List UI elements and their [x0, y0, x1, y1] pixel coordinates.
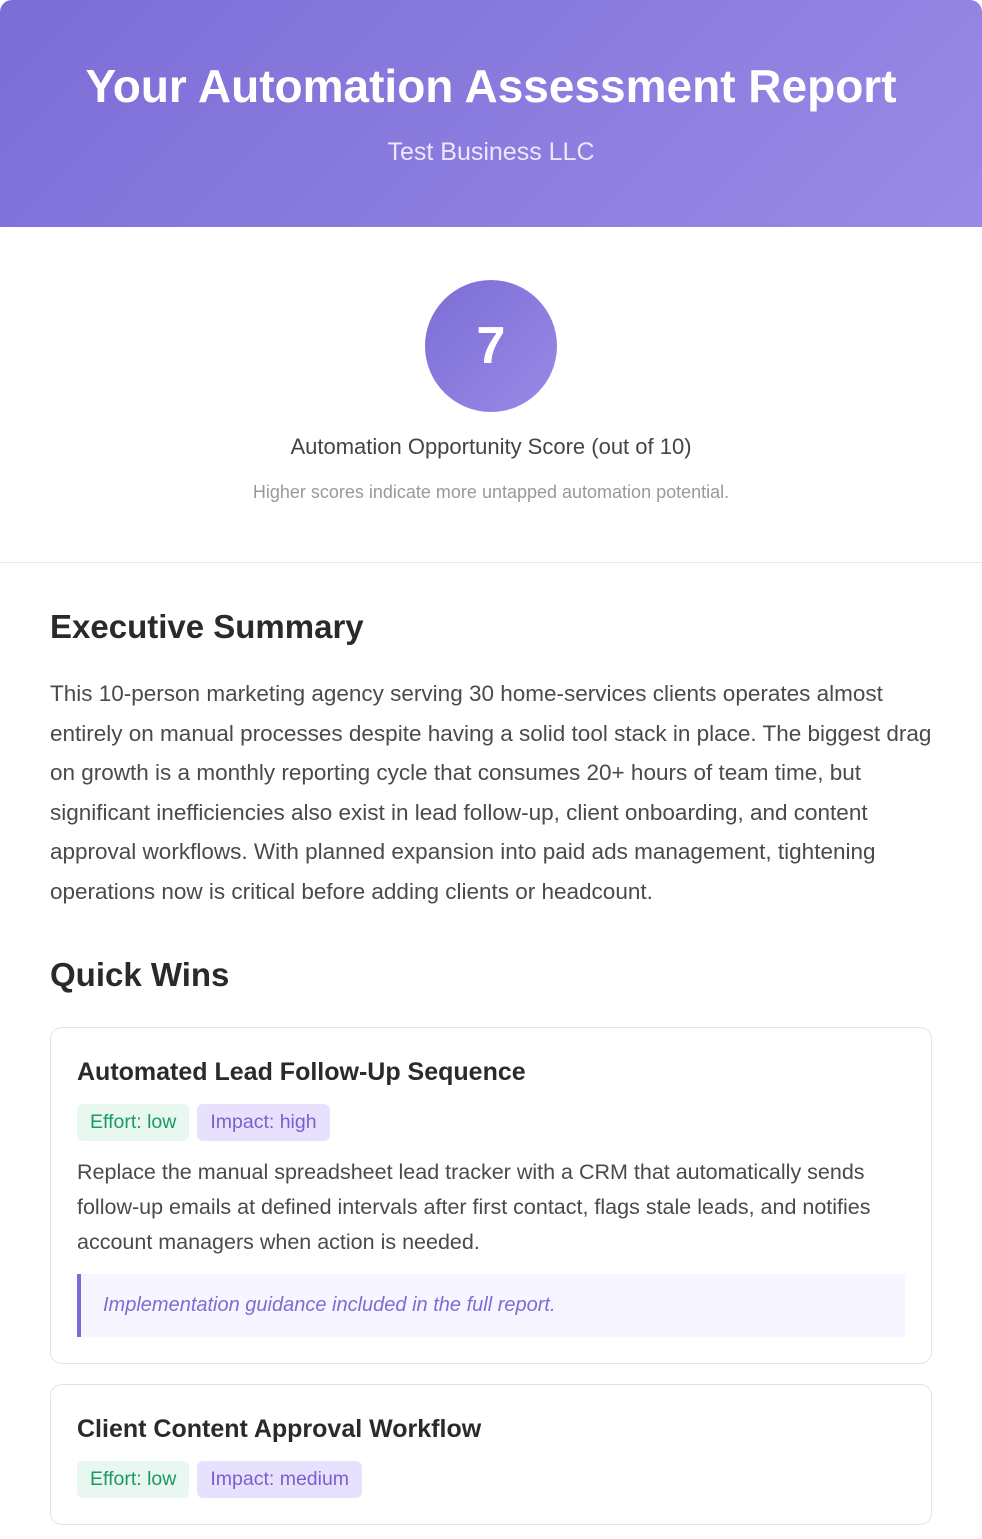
- impact-badge: Impact: medium: [197, 1461, 362, 1498]
- page-title: Your Automation Assessment Report: [85, 60, 897, 112]
- score-circle: 7: [425, 280, 557, 412]
- effort-badge: Effort: low: [77, 1104, 189, 1141]
- quick-wins-heading: Quick Wins: [50, 955, 230, 993]
- score-hint: Higher scores indicate more untapped automation potential.: [252, 482, 730, 502]
- report-header: [0, 0, 982, 227]
- score-label: Automation Opportunity Score (out of 10): [290, 434, 692, 459]
- executive-summary-heading: Executive Summary: [50, 608, 364, 645]
- quick-win-title: Automated Lead Follow-Up Sequence: [77, 1057, 526, 1086]
- quick-win-card: [50, 1384, 932, 1525]
- report-content: [0, 608, 982, 1525]
- quick-win-description: Replace the manual spreadsheet lead tracker with a CRM that automatically sends follow-up emails at defined intervals after first contact, flags stale leads, and notifies account managers when action is needed.: [77, 1159, 871, 1254]
- score-section: [0, 227, 982, 563]
- impact-badge: Impact: high: [197, 1104, 329, 1141]
- business-name: Test Business LLC: [387, 138, 595, 166]
- implementation-note: Implementation guidance included in the full report.: [77, 1274, 905, 1337]
- quick-win-card: [50, 1027, 932, 1364]
- executive-summary-text: This 10-person marketing agency serving 30 home-services clients operates almost entirely on manual processes despite having a solid tool stack in place. The biggest drag on growth is a monthly reporting cycle that consumes 20+ hours of team time, but significant inefficiencies also exist in lead follow-up, client onboarding, and content approval workflows. With planned expansion into paid ads management, tightening operations now is critical before adding clients or headcount.: [50, 681, 932, 904]
- quick-win-title: Client Content Approval Workflow: [77, 1414, 482, 1443]
- effort-badge: Effort: low: [77, 1461, 189, 1498]
